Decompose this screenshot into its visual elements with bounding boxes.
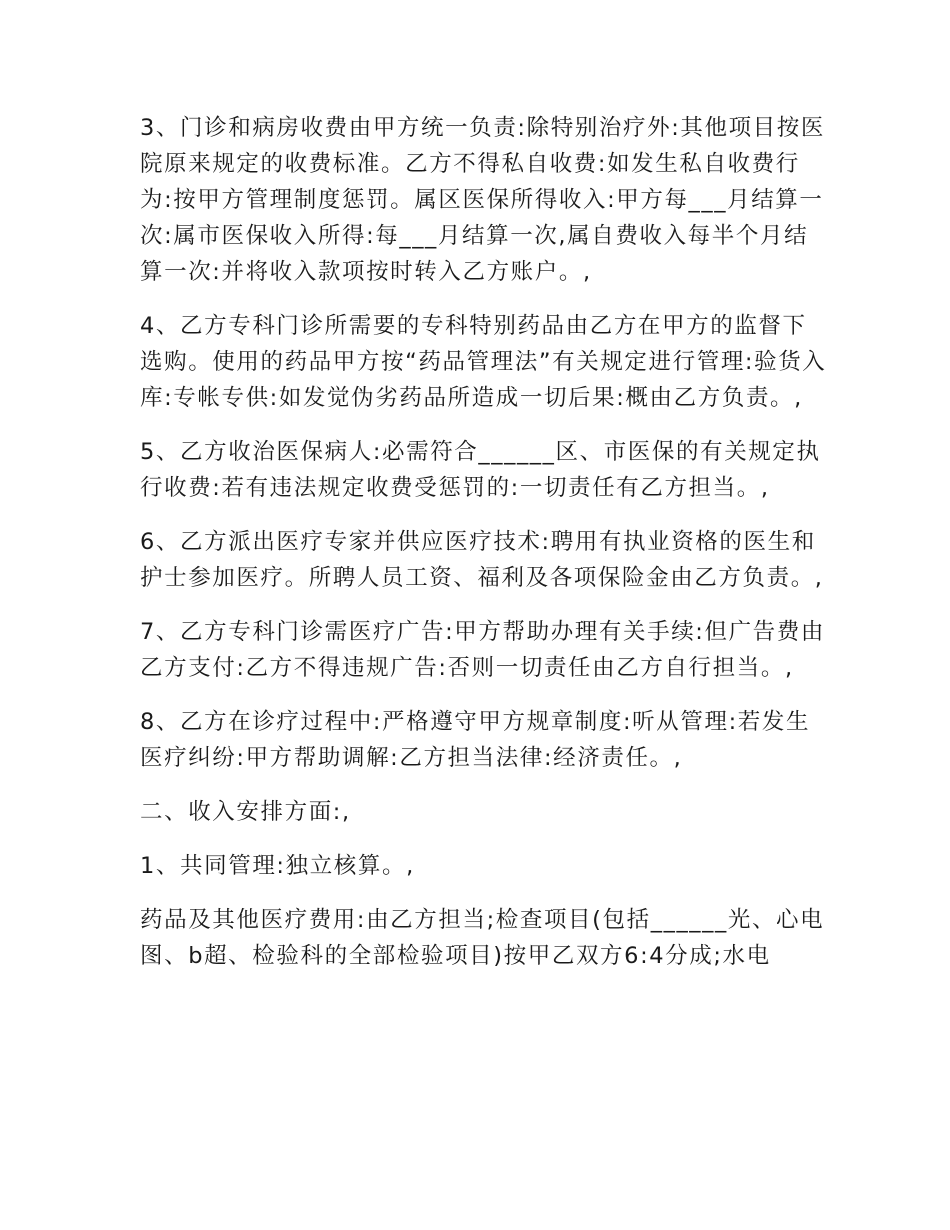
section-heading-income: 二、收入安排方面:,	[140, 799, 351, 825]
paragraph-8: 8、乙方在诊疗过程中:严格遵守甲方规章制度:听从管理:若发生医疗纠纷:甲方帮助调解:乙方担当法律:经济责任。,	[140, 709, 811, 771]
paragraph-7: 7、乙方专科门诊需医疗广告:甲方帮助办理有关手续:但广告费由乙方支付:乙方不得违规广告:否则一切责任由乙方自行担当。,	[140, 619, 825, 681]
document-body	[140, 110, 830, 992]
paragraph-6: 6、乙方派出医疗专家并供应医疗技术:聘用有执业资格的医生和护士参加医疗。所聘人员工资、福利及各项保险金由乙方负责。,	[140, 529, 824, 591]
paragraph-3: 3、门诊和病房收费由甲方统一负责:除特别治疗外:其他项目按医院原来规定的收费标准。乙方不得私自收费:如发生私自收费行为:按甲方管理制度惩罚。属区医保所得收入:甲方每___月结算一次:属市医保收入所得:每___月结算一次,属自费收入每半个月结算一次:并将收入款项按时转入乙方账户。,	[140, 115, 825, 285]
paragraph-income-1: 1、共同管理:独立核算。,	[140, 853, 415, 879]
paragraph-4: 4、乙方专科门诊所需要的专科特别药品由乙方在甲方的监督下选购。使用的药品甲方按“药品管理法”有关规定进行管理:验货入库:专帐专供:如发觉伪劣药品所造成一切后果:概由乙方负责。,	[140, 313, 827, 411]
paragraph-income-costs: 药品及其他医疗费用:由乙方担当;检查项目(包括______光、心电图、b超、检验科的全部检验项目)按甲乙双方6:4分成;水电	[140, 907, 825, 969]
paragraph-5: 5、乙方收治医保病人:必需符合______区、市医保的有关规定执行收费:若有违法规定收费受惩罚的:一切责任有乙方担当。,	[140, 439, 821, 501]
